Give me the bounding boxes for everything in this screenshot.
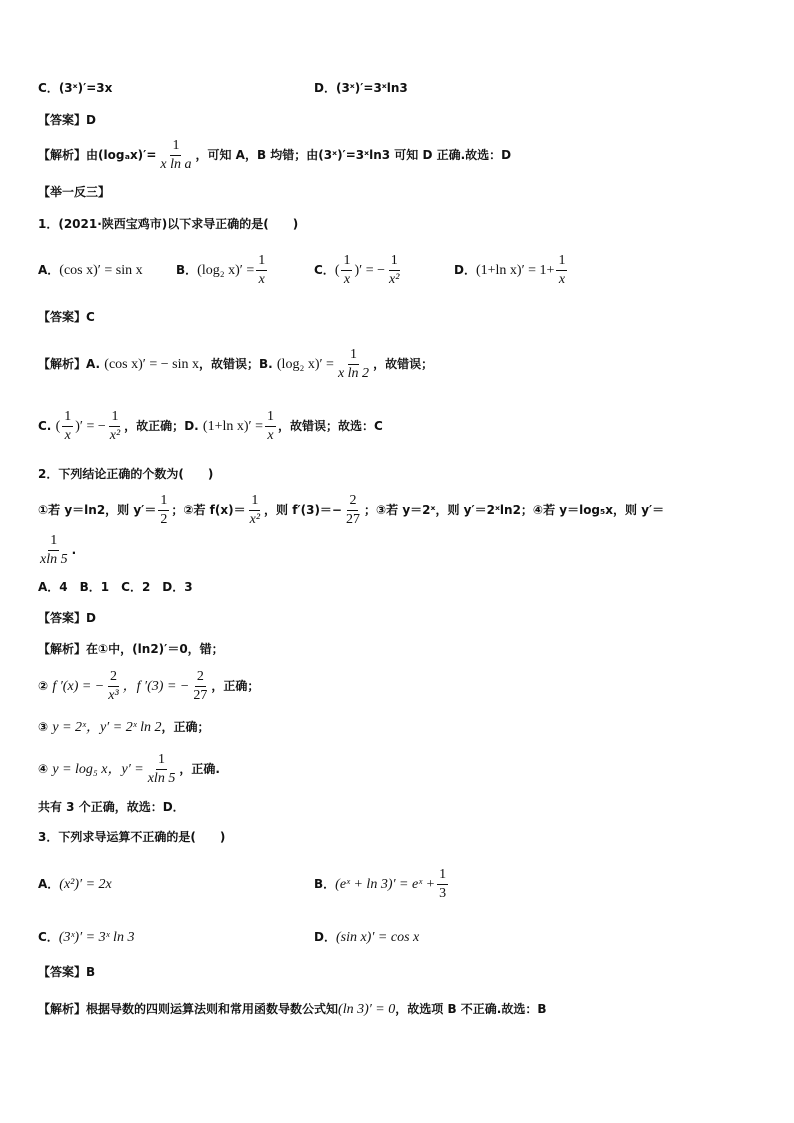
answer-label: 【答案】 (38, 310, 87, 324)
question-stem: 2．下列结论正确的个数为( ) (38, 467, 214, 481)
answer-label: 【答案】 (38, 611, 87, 625)
answer-value: D (86, 113, 96, 127)
analysis-text: ，可知 A，B 均错；由(3ˣ)′=3ˣln3 可知 D 正确.故选：D (195, 148, 512, 162)
option-c: C．( $\frac{1}{x}$ )′ = − $\frac{1}{\text{x²}}$ (314, 253, 400, 287)
answer-value: C (86, 310, 95, 324)
question-stem: 3．下列求导运算不正确的是( ) (38, 830, 226, 844)
option-formula: (3ˣ)′=3ˣln3 (335, 81, 408, 95)
analysis-row: 【解析】在①中，(ln2)′＝0，错； (38, 642, 224, 656)
question-options (38, 250, 569, 291)
option-a: A．(x²)′ = 2x (38, 877, 112, 892)
analysis-row: 【解析】A. (cos x)′ = − sin x，故错误；B. (log₂ x)′ = $\frac{1}{\text{x ln 2}}$ ，故错误； (38, 347, 434, 381)
analysis-label: 【解析】 (38, 148, 87, 162)
analysis-row: 【解析】根据导数的四则运算法则和常用函数导数公式知(ln 3)′ = 0，故选项 B 不正确.故选：B (38, 1002, 547, 1017)
answer-label: 【答案】 (38, 113, 87, 127)
answer-row (38, 964, 95, 980)
analysis-row: ④ y = log₅ x，y′ = $\frac{1}{xln 5}$ ，正确. (38, 752, 220, 786)
option-c: C．(3ˣ)′ = 3ˣ ln 3 (38, 930, 135, 945)
option-formula: (3ˣ)′=3x (58, 81, 113, 95)
option-label: C． (38, 81, 59, 95)
question-options: A．4 B．1 C．2 D．3 (38, 580, 193, 594)
section-heading: 【举一反三】 (38, 185, 111, 199)
option-d-row (314, 80, 408, 96)
answer-row (38, 309, 95, 325)
option-c-row (38, 80, 112, 96)
answer-value: D (86, 611, 96, 625)
analysis-label: 【解析】 (38, 357, 87, 371)
question-statements: ①若 y＝ln2，则 y′＝ $\frac{1}{2}$ ；②若 f(x)＝ $\frac{1}{\text{x²}}$ ，则 f′(3)＝− $\frac{2}{27}$ ；③若 y＝2ˣ，则 y′＝2ˣln2；④若 y＝log₅x，则 y′＝ (38, 493, 665, 527)
analysis-text: 由(logₐx)′= (86, 148, 157, 162)
answer-row (38, 112, 96, 128)
option-label: D． (314, 81, 336, 95)
question-stem: 1．(2021·陕西宝鸡市)以下求导正确的是( ) (38, 217, 299, 231)
conclusion: 共有 3 个正确，故选：D． (38, 800, 185, 814)
option-a: A．(cos x)′ = sin x (38, 263, 143, 278)
option-b: B．(log₂ x)′ = $\frac{1}{x}$ (176, 253, 266, 287)
analysis-label: 【解析】 (38, 642, 87, 656)
answer-row (38, 610, 96, 626)
analysis-row: C. ( $\frac{1}{x}$ )′ = − $\frac{1}{\text{x²}}$ ，故正确；D. (1+ln x)′ = $\frac{1}{x}$ ，故错误；故选：C (38, 409, 383, 443)
option-d: D．(sin x)′ = cos x (314, 930, 420, 945)
analysis-row: ③ y = 2ˣ，y′ = 2ˣ ln 2，正确； (38, 720, 210, 735)
analysis-row (38, 136, 511, 174)
analysis-row: ② f ′(x) = − $\frac{2}{\text{x³}}$ ，f ′(3) = − $\frac{2}{27}$ ，正确； (38, 669, 260, 703)
answer-label: 【答案】 (38, 965, 87, 979)
analysis-label: 【解析】 (38, 1002, 87, 1016)
fraction: $\frac{1}{\text{x ln a}}$ (160, 138, 192, 172)
answer-value: B (86, 965, 96, 979)
option-d: D．(1+ln x)′ = 1+ $\frac{1}{x}$ (454, 253, 566, 287)
fraction: $\frac{1}{\text{x ln 2}}$ (337, 347, 370, 381)
question-statements-cont: $\frac{1}{xln 5}$ . (40, 533, 77, 567)
option-b: B．(eˣ + ln 3)′ = eˣ + $\frac{1}{3}$ (314, 867, 447, 901)
